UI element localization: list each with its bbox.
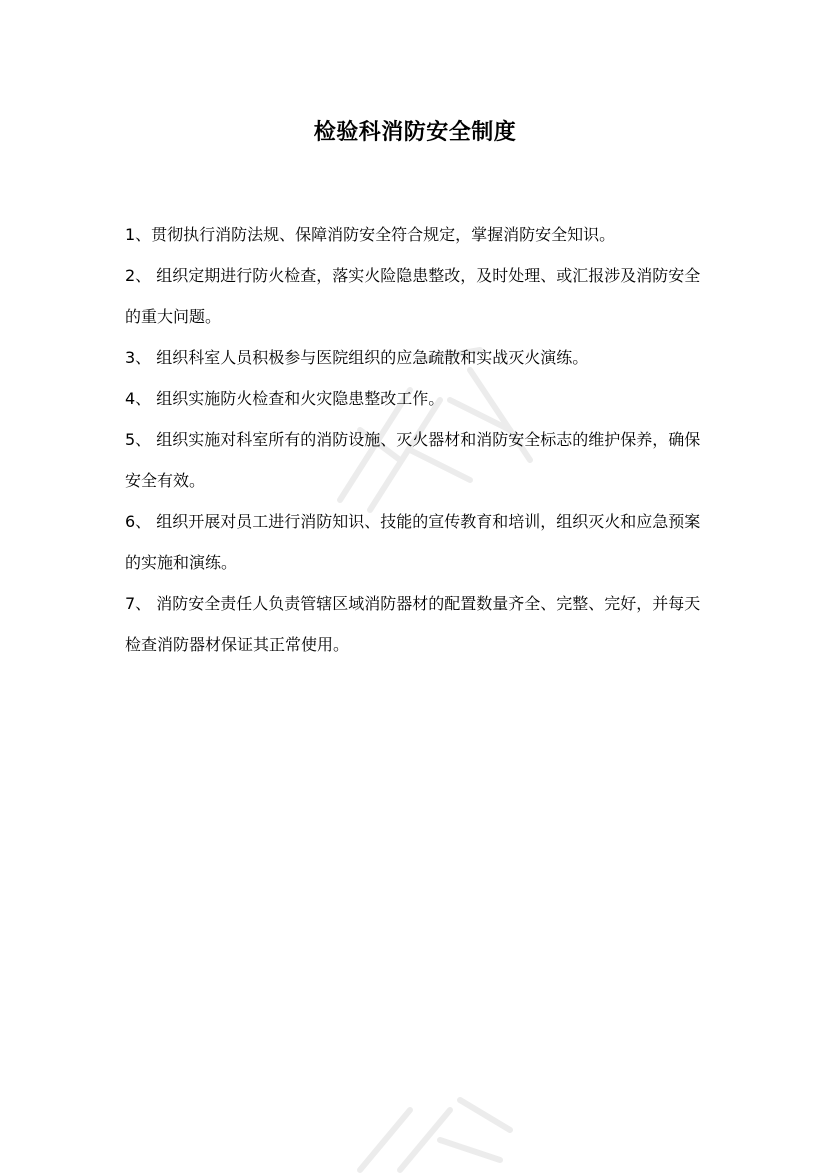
list-item: 2、 组织定期进行防火检查，落实火险隐患整改，及时处理、或汇报涉及消防安全的重大问题。 xyxy=(125,266,701,326)
list-item: 4、 组织实施防火检查和火灾隐患整改工作。 xyxy=(125,389,445,408)
list-item: 5、 组织实施对科室所有的消防设施、灭火器材和消防安全标志的维护保养，确保安全有效。 xyxy=(125,430,701,490)
document-title: 检验科消防安全制度 xyxy=(313,120,517,145)
document-body xyxy=(125,214,715,665)
list-item: 6、 组织开展对员工进行消防知识、技能的宣传教育和培训，组织灭火和应急预案的实施和演练。 xyxy=(125,512,701,572)
watermark-graphic-bottom xyxy=(330,1080,530,1174)
list-item: 1、贯彻执行消防法规、保障消防安全符合规定，掌握消防安全知识。 xyxy=(125,225,616,244)
list-item: 3、 组织科室人员积极参与医院组织的应急疏散和实战灭火演练。 xyxy=(125,348,589,367)
list-item: 7、 消防安全责任人负责管辖区域消防器材的配置数量齐全、完整、完好，并每天检查消防器材保证其正常使用。 xyxy=(125,594,701,654)
